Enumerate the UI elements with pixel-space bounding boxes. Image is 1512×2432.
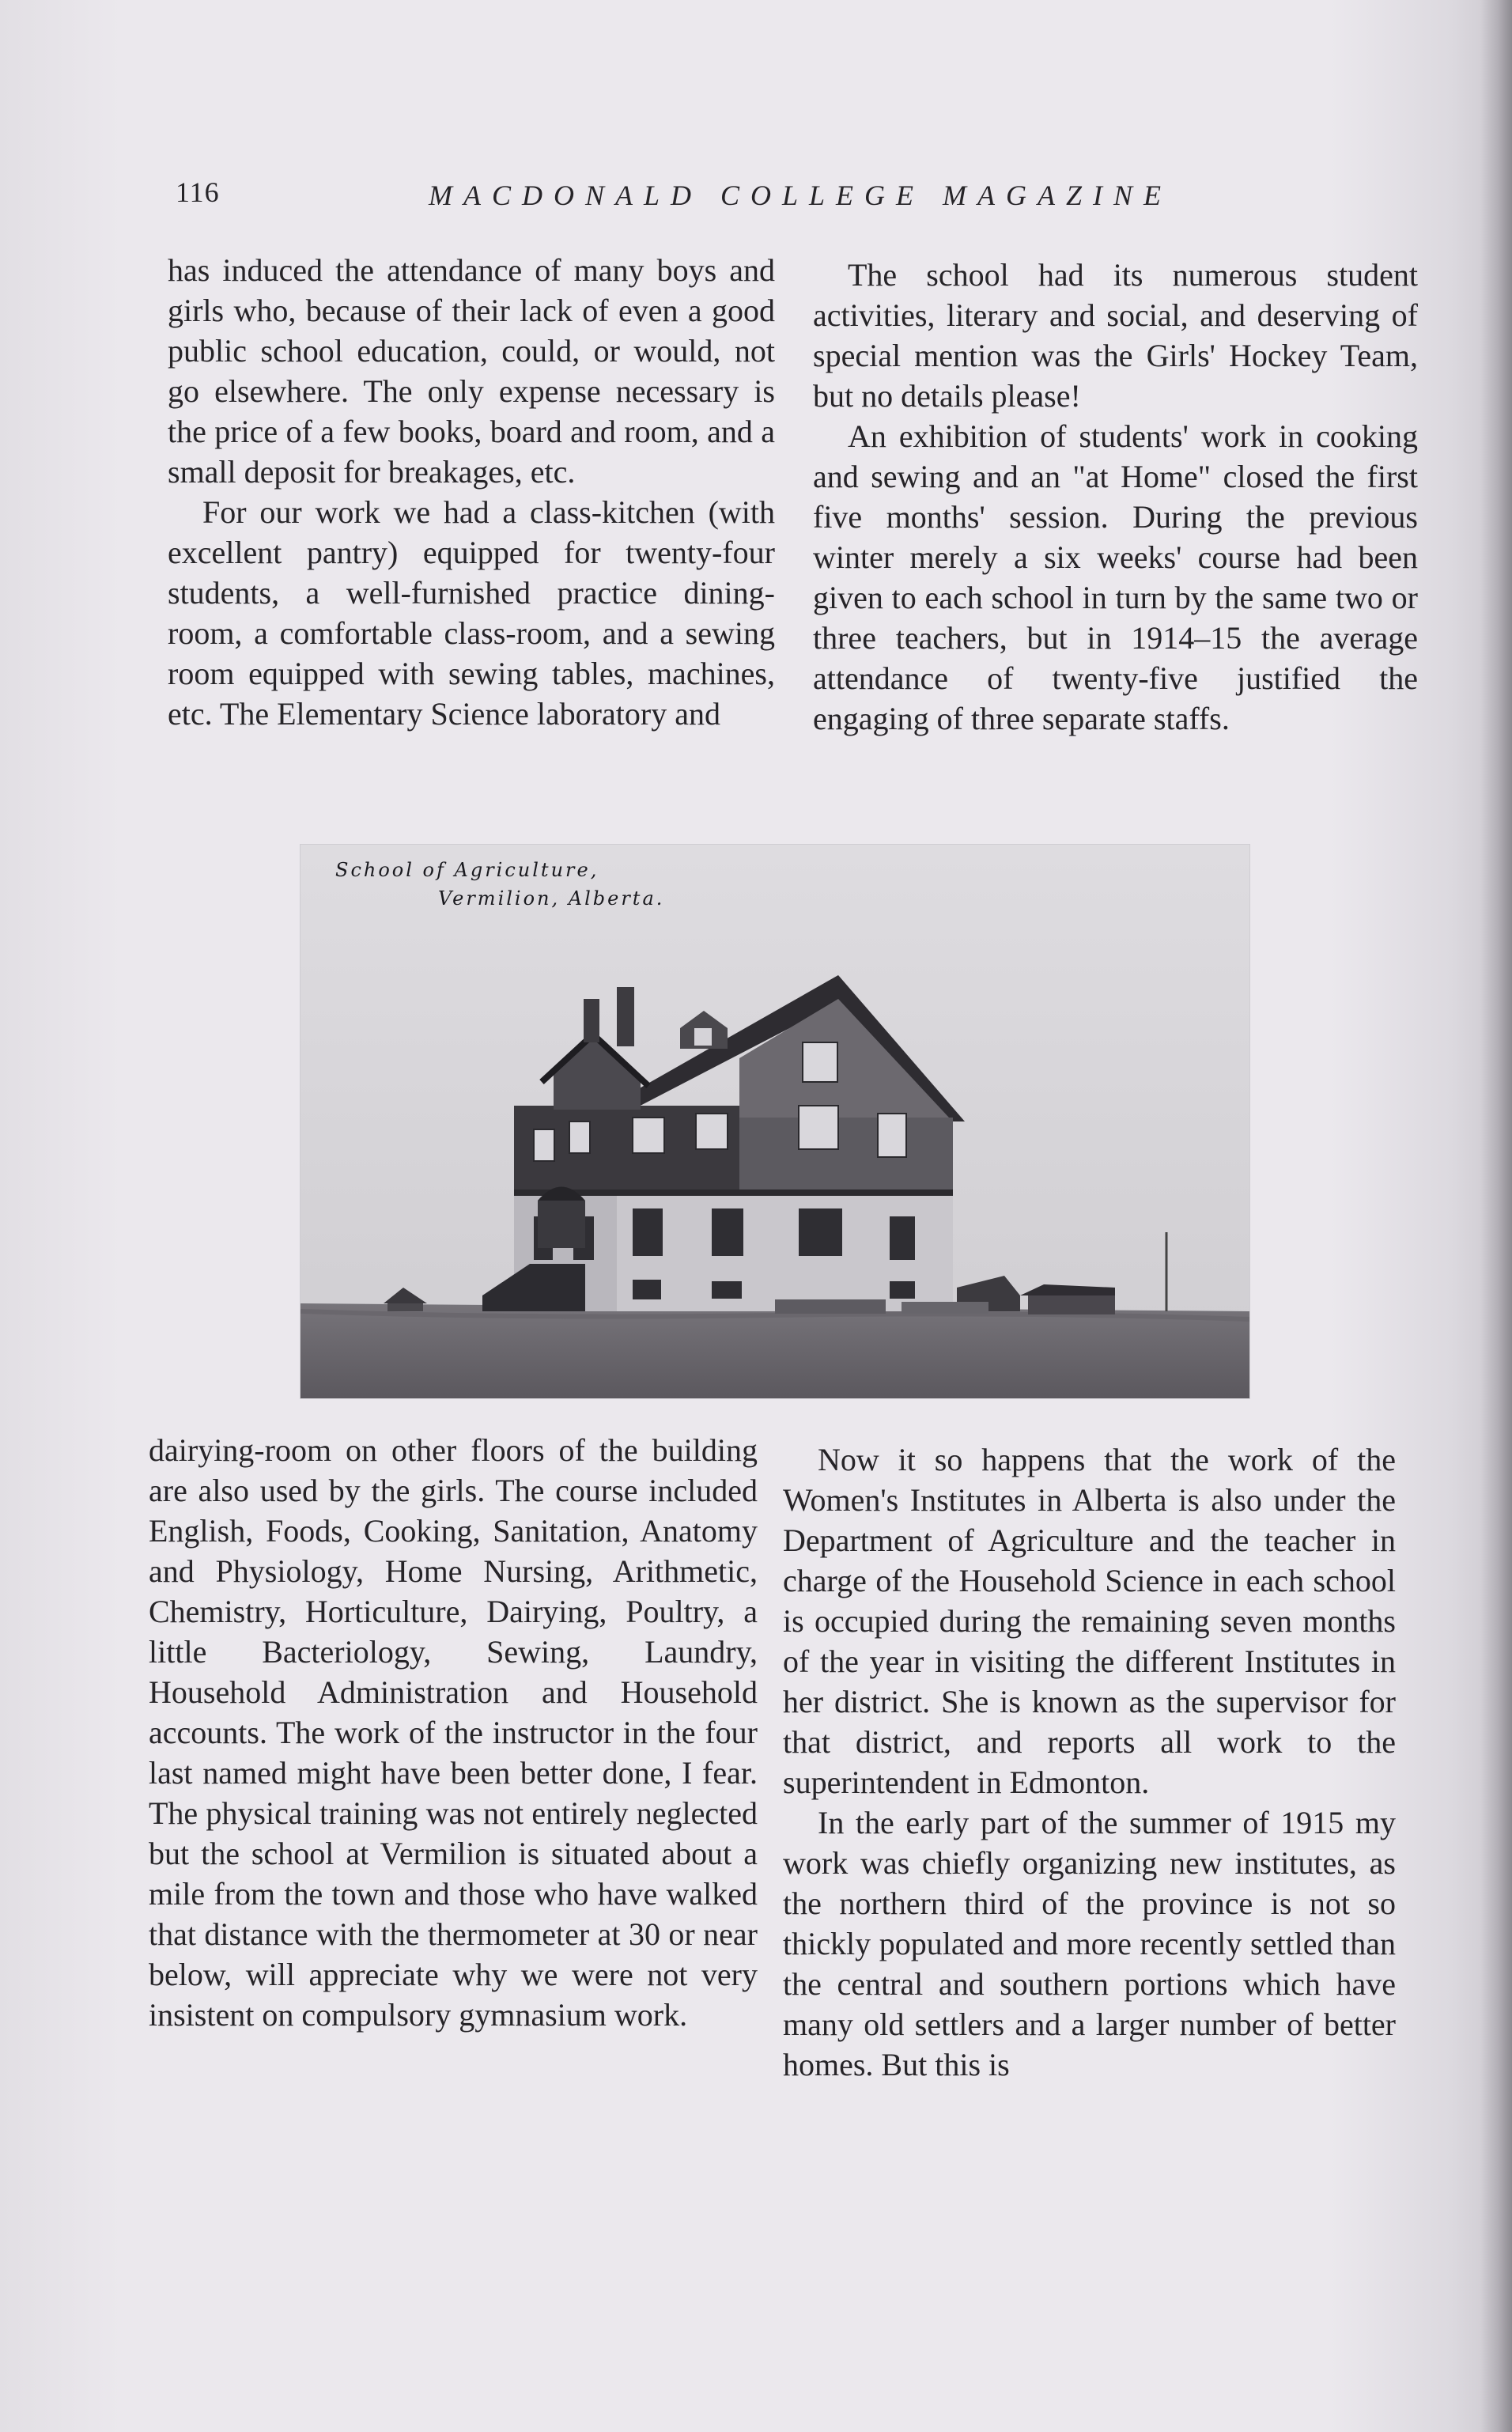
column-bottom-left <box>149 1430 758 2035</box>
page-header <box>176 176 1196 223</box>
column-top-right <box>813 255 1418 739</box>
page-edge-shadow <box>1480 0 1512 2432</box>
paragraph: For our work we had a class-kitchen (with excellent pantry) equipped for twenty-four students, a well-furnished practice dining-room, a comfortable class-room, and a sewing room equipped with sewing tables, machines, etc. The Elementary Science laboratory and <box>168 494 775 732</box>
paragraph: An exhibition of students' work in cooking and sewing and an "at Home" closed the first five months' session. During the previous winter merely a six weeks' course had been given to each school in turn by the same two or three teachers, but in 1914–15 the average attendance of twenty-five justified the engaging of three separate staffs. <box>813 418 1418 736</box>
building-illustration <box>301 845 1249 1398</box>
page-number: 116 <box>176 176 220 208</box>
caption-line-1: School of Agriculture, <box>335 859 599 881</box>
column-top-left <box>168 250 775 734</box>
running-title: MACDONALD COLLEGE MAGAZINE <box>429 180 1173 211</box>
paragraph: dairying-room on other floors of the building are also used by the girls. The course included English, Foods, Cooking, Sanitation, Anatomy and Physiology, Home Nursing, Arithmetic, Chemistry, Horticulture, Dairying, Poultry, a little Bacteriology, Sewing, Laundry, Household Administration and Household accounts. The work of the instructor in the four last named might have been better done, I fear. The physical training was not entirely neglected but the school at Vermilion is situated about a mile from the town and those who have walked that distance with the thermometer at 30 or near below, will appreciate why we were not very insistent on compulsory gymnasium work. <box>149 1432 758 2033</box>
paragraph: has induced the attendance of many boys and girls who, because of their lack of even a good public school education, could, or would, not go elsewhere. The only expense necessary is the price of a few books, board and room, and a small deposit for breakages, etc. <box>168 252 775 490</box>
paragraph: Now it so happens that the work of the Women's Institutes in Alberta is also under the Department of Agriculture and the teacher in charge of the Household Science in each school is occupied during the remaining seven months of the year in visiting the different Institutes in her district. She is known as the supervisor for that district, and reports all work to the superintendent in Edmonton. <box>783 1442 1396 1800</box>
paragraph: The school had its numerous student activities, literary and social, and deserving of special mention was the Girls' Hockey Team, but no details please! <box>813 257 1418 414</box>
caption-line-2: Vermilion, Alberta. <box>438 887 665 910</box>
paragraph: In the early part of the summer of 1915 my work was chiefly organizing new institutes, as the northern third of the province is not so thickly populated and more recently settled than the central and southern portions which have many old settlers and a larger number of better homes. But this is <box>783 1805 1396 2082</box>
school-photograph <box>301 845 1249 1398</box>
photo-caption <box>335 856 664 913</box>
column-bottom-right <box>783 1439 1396 2085</box>
